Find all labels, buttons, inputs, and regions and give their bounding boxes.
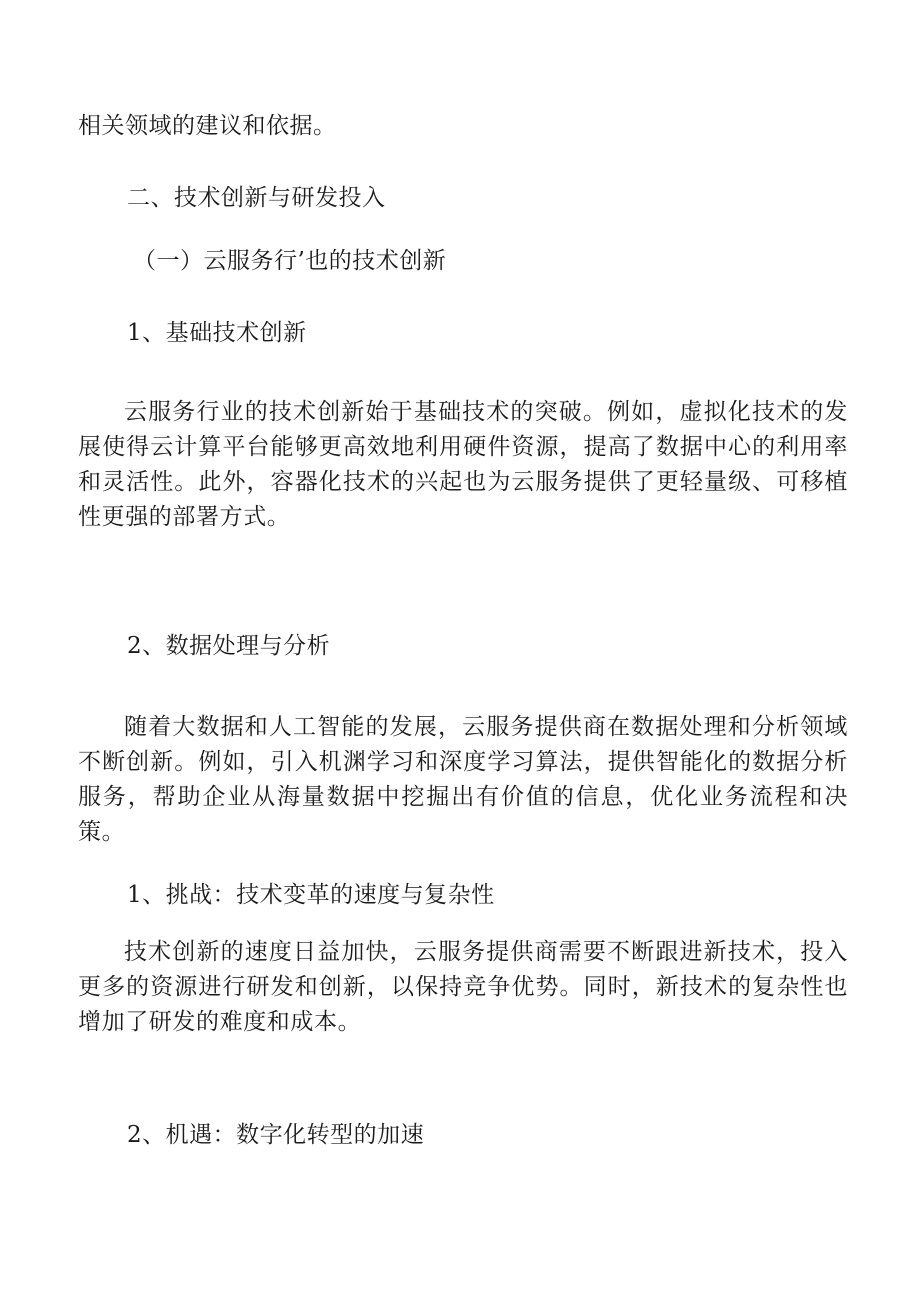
subsection-heading: （一）云服务行’也的技术创新	[133, 248, 447, 274]
opportunity-heading: 2、机遇：数字化转型的加速	[127, 1122, 425, 1148]
paragraph-challenge: 技术创新的速度日益加快，云服务提供商需要不断跟进新技术，投入更多的资源进行研发和创新，以保持竞争优势。同时，新技术的复杂性也增加了研发的难度和成本。	[78, 939, 848, 1035]
item-heading-data-processing: 2、数据处理与分析	[127, 633, 331, 659]
paragraph-data-processing: 随着大数据和人工智能的发展，云服务提供商在数据处理和分析领域不断创新。例如，引入机渊学习和深度学习算法，提供智能化的数据分析服务，帮助企业从海量数据中挖掘出有价值的信息，优化业务流程和决策。	[78, 714, 848, 845]
section-heading: 二、技术创新与研发投入	[127, 185, 386, 211]
paragraph-fragment: 相关领域的建议和依据。	[78, 113, 337, 139]
paragraph-basic-tech: 云服务行业的技术创新始于基础技术的突破。例如，虚拟化技术的发展使得云计算平台能够更高效地利用硬件资源，提高了数据中心的利用率和灵活性。此外，容器化技术的兴起也为云服务提供了更轻量级、可移植性更强的部署方式。	[78, 399, 848, 530]
item-heading-basic-tech: 1、基础技术创新	[127, 320, 307, 346]
challenge-heading: 1、挑战：技术变革的速度与复杂性	[127, 882, 495, 908]
